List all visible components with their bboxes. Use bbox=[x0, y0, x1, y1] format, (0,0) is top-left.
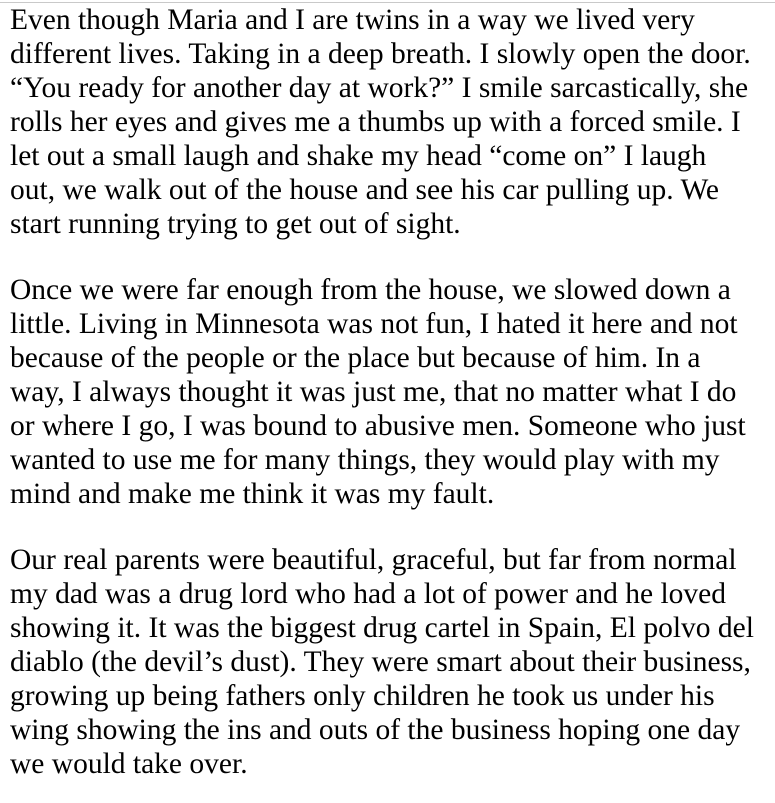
text-line: Once we were far enough from the house, we slowed down a bbox=[10, 274, 731, 306]
text-line: “You ready for another day at work?” I smile sarcastically, she bbox=[10, 72, 749, 104]
text-line: let out a small laugh and shake my head “come on” I laugh bbox=[10, 140, 707, 172]
text-line: mind and make me think it was my fault. bbox=[10, 478, 495, 510]
paragraph-2 bbox=[10, 273, 769, 511]
text-line: we would take over. bbox=[10, 748, 248, 780]
text-line: or where I go, I was bound to abusive men. Someone who just bbox=[10, 410, 746, 442]
text-line: start running trying to get out of sight. bbox=[10, 208, 461, 240]
text-line: my dad was a drug lord who had a lot of power and he loved bbox=[10, 578, 727, 610]
document-body bbox=[0, 3, 775, 801]
text-line: wanted to use me for many things, they would play with my bbox=[10, 444, 720, 476]
text-line: wing showing the ins and outs of the business hoping one day bbox=[10, 714, 741, 746]
paragraph-3 bbox=[10, 543, 769, 781]
text-line: out, we walk out of the house and see his car pulling up. We bbox=[10, 174, 720, 206]
text-line: because of the people or the place but because of him. In a bbox=[10, 342, 701, 374]
text-line: Our real parents were beautiful, graceful, but far from normal bbox=[10, 544, 737, 576]
text-line: diablo (the devil’s dust). They were smart about their business, bbox=[10, 646, 751, 678]
paragraph-1 bbox=[10, 3, 769, 241]
text-line: little. Living in Minnesota was not fun, I hated it here and not bbox=[10, 308, 738, 340]
text-line: growing up being fathers only children he took us under his bbox=[10, 680, 715, 712]
text-line: rolls her eyes and gives me a thumbs up with a forced smile. I bbox=[10, 106, 741, 138]
text-line: different lives. Taking in a deep breath. I slowly open the door. bbox=[10, 38, 751, 70]
text-line: showing it. It was the biggest drug cartel in Spain, El polvo del bbox=[10, 612, 754, 644]
text-line: way, I always thought it was just me, that no matter what I do bbox=[10, 376, 737, 408]
text-line: Even though Maria and I are twins in a way we lived very bbox=[10, 4, 695, 36]
